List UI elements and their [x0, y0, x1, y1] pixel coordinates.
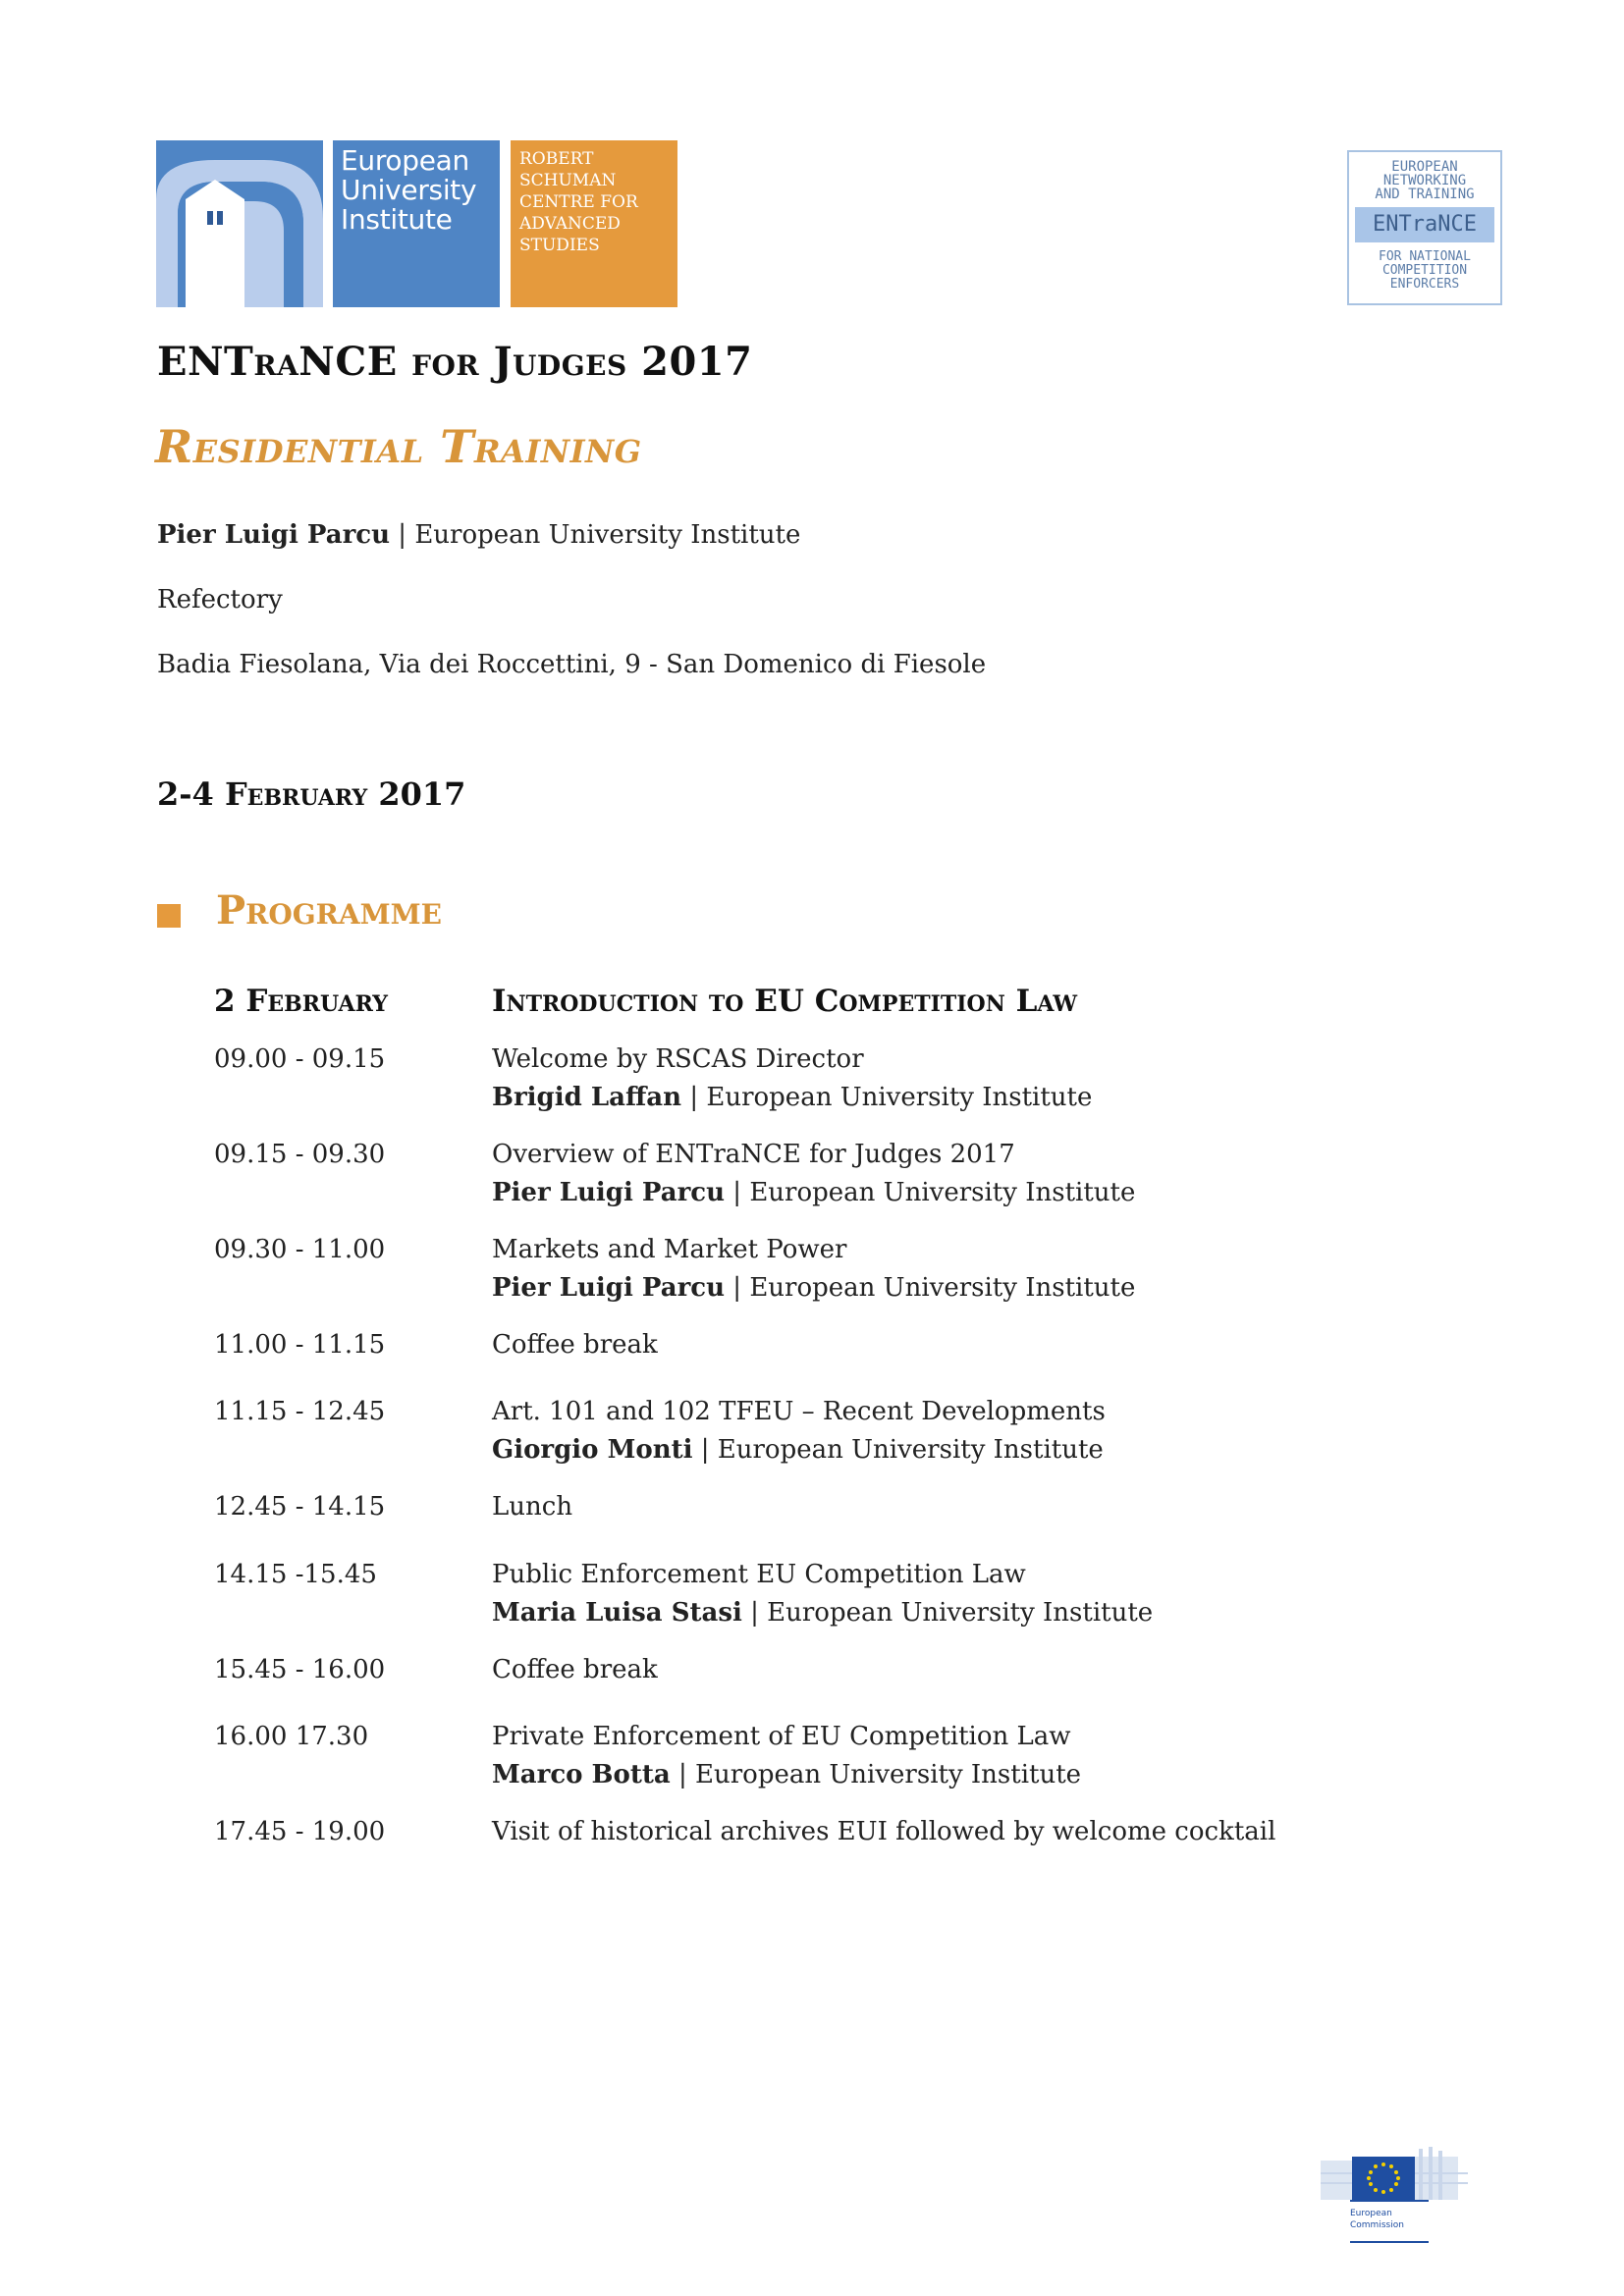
eui-name-box — [333, 140, 500, 307]
session-title: Coffee break — [492, 1655, 658, 1684]
session-speaker — [492, 1269, 1376, 1308]
event-host — [157, 520, 800, 550]
speaker-affiliation: | European University Institute — [741, 1598, 1154, 1628]
session-speaker — [492, 1756, 1376, 1794]
session-time: 09.00 - 09.15 — [214, 1044, 386, 1074]
entrance-logo — [1347, 150, 1502, 305]
session-time: 16.00 17.30 — [214, 1722, 369, 1751]
entrance-logo-bottom — [1349, 250, 1500, 292]
event-address: Badia Fiesolana, Via dei Roccettini, 9 - San Domenico di Fiesole — [157, 650, 987, 679]
speaker-name: Pier Luigi Parcu — [492, 1273, 726, 1303]
session-speaker — [492, 1079, 1376, 1117]
session-details — [492, 1488, 1376, 1526]
rscas-name-line: CENTRE FOR — [519, 192, 638, 212]
session-speaker — [492, 1174, 1376, 1212]
speaker-name: Pier Luigi Parcu — [492, 1178, 726, 1207]
day-label: 2 February — [214, 984, 388, 1019]
rscas-name-box — [511, 140, 677, 307]
ec-logo-line: Commission — [1350, 2220, 1404, 2230]
rscas-name-line: ROBERT — [519, 149, 594, 169]
event-room: Refectory — [157, 585, 283, 614]
eui-name-line: Institute — [341, 203, 453, 236]
session-details — [492, 1393, 1376, 1469]
event-subtitle: Residential Training — [155, 420, 642, 473]
session-title: Overview of ENTraNCE for Judges 2017 — [492, 1140, 1015, 1169]
session-details — [492, 1041, 1376, 1117]
entrance-logo-line: COMPETITION — [1381, 263, 1468, 278]
programme-square-icon — [157, 904, 181, 928]
entrance-logo-line: ENFORCERS — [1389, 277, 1460, 292]
host-name: Pier Luigi Parcu — [157, 520, 391, 550]
session-details — [492, 1813, 1376, 1851]
session-details — [492, 1651, 1376, 1689]
session-details — [492, 1231, 1376, 1308]
programme-heading: Programme — [216, 887, 442, 934]
speaker-name: Maria Luisa Stasi — [492, 1598, 742, 1628]
entrance-logo-line: NETWORKING — [1382, 173, 1467, 188]
session-title: Lunch — [492, 1492, 573, 1522]
ec-logo-line: European — [1350, 2209, 1392, 2218]
entrance-logo-band: ENTraNCE — [1355, 207, 1494, 242]
eui-logo — [156, 140, 677, 307]
speaker-affiliation: | European University Institute — [692, 1435, 1104, 1465]
session-title: Markets and Market Power — [492, 1235, 847, 1264]
session-time: 14.15 -15.45 — [214, 1560, 377, 1589]
session-speaker — [492, 1594, 1376, 1632]
entrance-logo-top — [1349, 160, 1500, 201]
rscas-name-line: ADVANCED — [519, 214, 621, 234]
session-title: Public Enforcement EU Competition Law — [492, 1560, 1026, 1589]
speaker-affiliation: | European University Institute — [670, 1760, 1082, 1789]
session-time: 11.15 - 12.45 — [214, 1397, 386, 1426]
session-speaker — [492, 1431, 1376, 1469]
entrance-logo-line: AND TRAINING — [1375, 187, 1475, 202]
host-affiliation: | European University Institute — [390, 520, 801, 550]
session-details — [492, 1136, 1376, 1212]
session-time: 09.30 - 11.00 — [214, 1235, 386, 1264]
session-time: 12.45 - 14.15 — [214, 1492, 386, 1522]
session-title: Art. 101 and 102 TFEU – Recent Developments — [492, 1397, 1106, 1426]
eui-tower-emblem-icon — [156, 140, 323, 307]
speaker-name: Brigid Laffan — [492, 1083, 682, 1112]
entrance-logo-line: FOR NATIONAL — [1379, 249, 1471, 264]
eui-name-line: European — [341, 144, 469, 177]
session-details — [492, 1556, 1376, 1632]
session-details — [492, 1718, 1376, 1794]
speaker-name: Marco Botta — [492, 1760, 671, 1789]
european-commission-logo-icon — [1321, 2143, 1468, 2246]
event-dates: 2-4 February 2017 — [157, 775, 466, 813]
speaker-name: Giorgio Monti — [492, 1435, 693, 1465]
session-title: Visit of historical archives EUI followed by welcome cocktail — [492, 1817, 1276, 1846]
session-title: Coffee break — [492, 1330, 658, 1360]
speaker-affiliation: | European University Institute — [725, 1178, 1136, 1207]
session-time: 15.45 - 16.00 — [214, 1655, 386, 1684]
session-time: 11.00 - 11.15 — [214, 1330, 386, 1360]
session-title: Welcome by RSCAS Director — [492, 1044, 864, 1074]
session-time: 09.15 - 09.30 — [214, 1140, 386, 1169]
session-time: 17.45 - 19.00 — [214, 1817, 386, 1846]
event-title: ENTraNCE for Judges 2017 — [157, 339, 753, 385]
day-theme: Introduction to EU Competition Law — [492, 984, 1078, 1019]
rscas-name-line: STUDIES — [519, 236, 600, 255]
session-details — [492, 1326, 1376, 1364]
session-title: Private Enforcement of EU Competition Law — [492, 1722, 1071, 1751]
speaker-affiliation: | European University Institute — [725, 1273, 1136, 1303]
entrance-logo-line: EUROPEAN — [1391, 159, 1458, 175]
rscas-name-line: SCHUMAN — [519, 171, 617, 190]
eui-name-line: University — [341, 174, 477, 206]
speaker-affiliation: | European University Institute — [681, 1083, 1093, 1112]
